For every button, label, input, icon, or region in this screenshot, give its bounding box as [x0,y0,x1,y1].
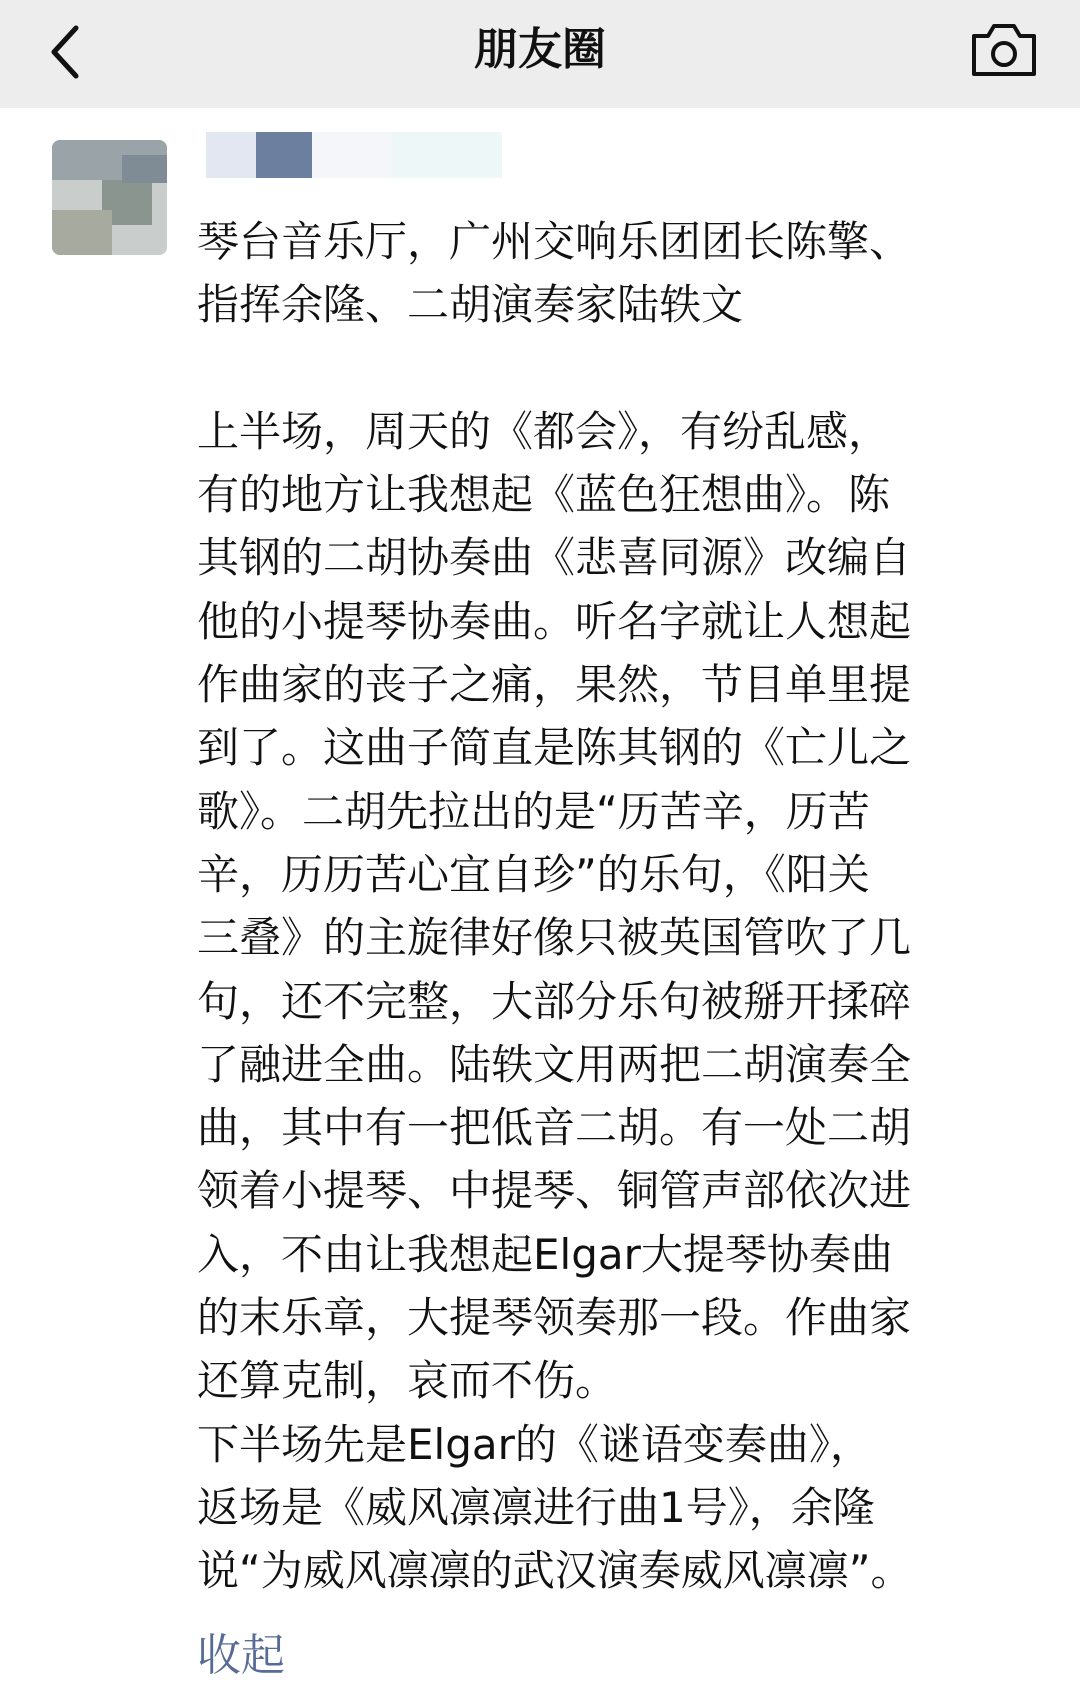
top-bar [0,0,1080,108]
page-title: 朋友圈 [474,24,606,75]
post-paragraph-review: 上半场，周天的《都会》，有纷乱感， 有的地方让我想起《蓝色狂想曲》。陈 其钢的二胡协奏曲《悲喜同源》改编自 他的小提琴协奏曲。听名字就让人想起 作曲家的丧子之痛，果然，节目单里提 到了。这曲子简直是陈其钢的《亡儿之 歌》。二胡先拉出的是“历苦辛，历苦 辛，历历苦心宜自珍”的乐句，《阳关 三叠》的主旋律好像只被英国管吹了几 句，还不完整，大部分乐句被掰开揉碎 了融进全曲。陆轶文用两把二胡演奏全 曲，其中有一把低音二胡。有一处二胡 领着小提琴、中提琴、铜管声部依次进 入，不由让我想起Elgar大提琴协奏曲 的末乐章，大提琴领奏那一段。作曲家 还算克制，哀而不伤。 下半场先是Elgar的《谜语变奏曲》， 返场是《威风凛凛进行曲1号》，余隆 说“为威风凛凛的武汉演奏威风凛凛”。 [197,406,913,1596]
post-content [197,210,1027,1603]
camera-button[interactable] [968,18,1040,82]
camera-icon [968,18,1040,82]
post-paragraph-intro: 琴台音乐厅，广州交响乐团团长陈擎、 指挥余隆、二胡演奏家陆轶文 [197,217,912,330]
collapse-link[interactable]: 收起 [197,1630,285,1681]
author-name-redacted[interactable] [200,128,520,182]
avatar[interactable] [52,140,167,255]
